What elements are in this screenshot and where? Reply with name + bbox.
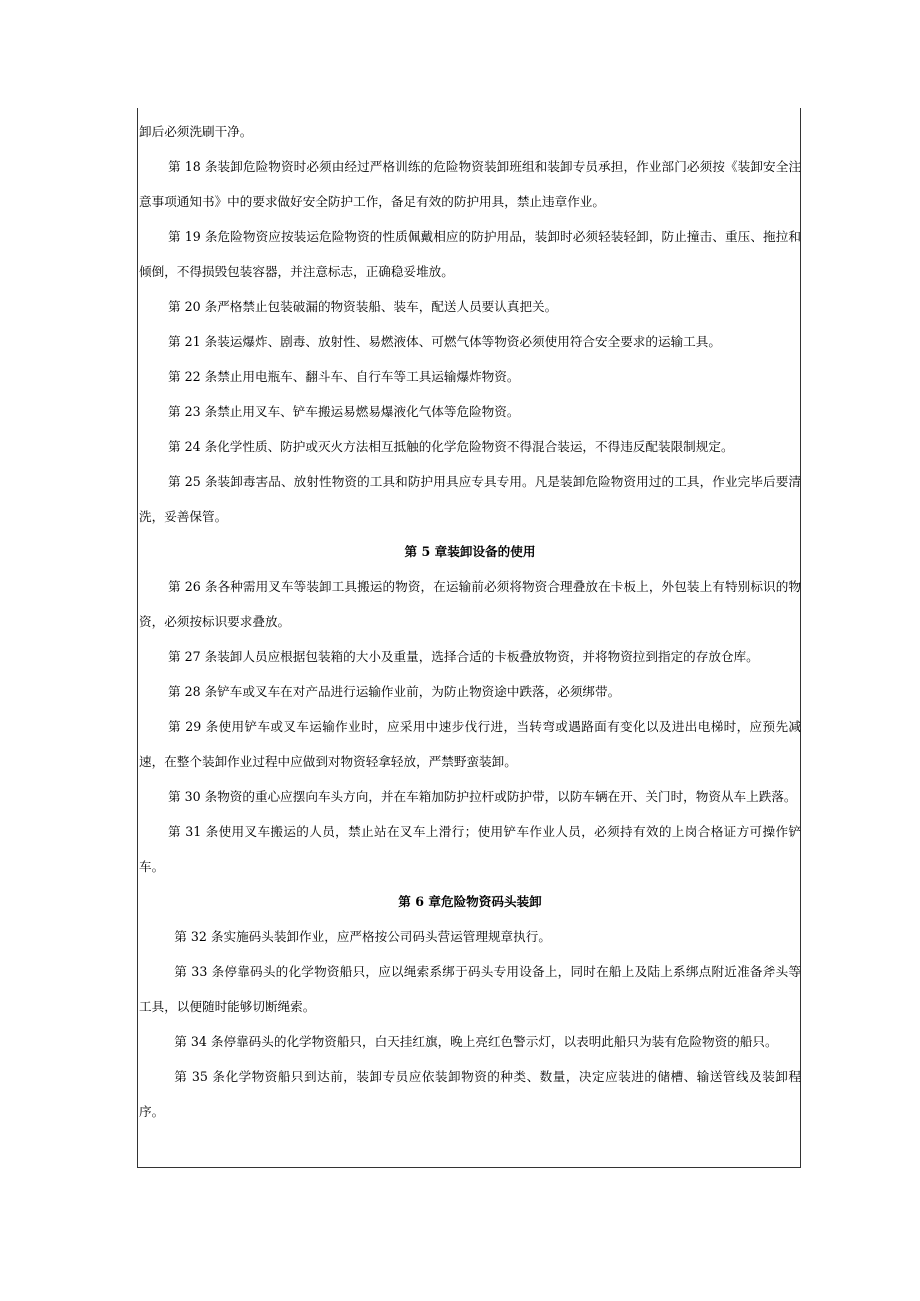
article-21: 第 21 条装运爆炸、剧毒、放射性、易燃液体、可燃气体等物资必须使用符合安全要求的运输工具。	[167, 334, 721, 349]
article-33: 第 33 条停靠码头的化学物资船只，应以绳索系绑于码头专用设备上，同时在船上及陆上系绑点附近准备斧头等工具，以便随时能够切断绳索。	[139, 964, 801, 1014]
chapter-5-heading: 第 5 章装卸设备的使用	[404, 544, 536, 559]
article-18: 第 18 条装卸危险物资时必须由经过严格训练的危险物资装卸班组和装卸专员承担，作业部门必须按《装卸安全注意事项通知书》中的要求做好安全防护工作，备足有效的防护用具，禁止违章作业。	[139, 159, 801, 209]
document-frame	[137, 108, 801, 1168]
article-23: 第 23 条禁止用叉车、铲车搬运易燃易爆液化气体等危险物资。	[167, 404, 520, 419]
article-19: 第 19 条危险物资应按装运危险物资的性质佩戴相应的防护用品，装卸时必须轻装轻卸，防止撞击、重压、拖拉和倾倒，不得损毁包装容器，并注意标志，正确稳妥堆放。	[139, 229, 801, 279]
article-28: 第 28 条铲车或叉车在对产品进行运输作业前，为防止物资途中跌落，必须绑带。	[167, 684, 621, 699]
article-27: 第 27 条装卸人员应根据包装箱的大小及重量，选择合适的卡板叠放物资，并将物资拉到指定的存放仓库。	[167, 649, 759, 664]
article-26: 第 26 条各种需用叉车等装卸工具搬运的物资，在运输前必须将物资合理叠放在卡板上，外包装上有特别标识的物资，必须按标识要求叠放。	[139, 579, 801, 629]
article-34: 第 34 条停靠码头的化学物资船只，白天挂红旗，晚上亮红色警示灯，以表明此船只为装有危险物资的船只。	[174, 1034, 778, 1049]
paragraph-continuation: 卸后必须洗刷干净。	[139, 124, 253, 139]
document-body	[139, 114, 801, 1129]
article-31: 第 31 条使用叉车搬运的人员，禁止站在叉车上滑行；使用铲车作业人员，必须持有效的上岗合格证方可操作铲车。	[139, 824, 801, 874]
article-25: 第 25 条装卸毒害品、放射性物资的工具和防护用具应专具专用。凡是装卸危险物资用过的工具，作业完毕后要清洗，妥善保管。	[139, 474, 801, 524]
article-22: 第 22 条禁止用电瓶车、翻斗车、自行车等工具运输爆炸物资。	[167, 369, 520, 384]
chapter-6-heading: 第 6 章危险物资码头装卸	[398, 894, 542, 909]
article-24: 第 24 条化学性质、防护或灭火方法相互抵触的化学危险物资不得混合装运，不得违反配装限制规定。	[167, 439, 734, 454]
article-32: 第 32 条实施码头装卸作业，应严格按公司码头营运管理规章执行。	[174, 929, 551, 944]
article-20: 第 20 条严格禁止包装破漏的物资装船、装车，配送人员要认真把关。	[167, 299, 558, 314]
article-29: 第 29 条使用铲车或叉车运输作业时，应采用中速步伐行进，当转弯或遇路面有变化以及进出电梯时，应预先减速，在整个装卸作业过程中应做到对物资轻拿轻放，严禁野蛮装卸。	[139, 719, 801, 769]
article-35: 第 35 条化学物资船只到达前，装卸专员应依装卸物资的种类、数量，决定应装进的储槽、输送管线及装卸程序。	[139, 1069, 801, 1119]
article-30: 第 30 条物资的重心应摆向车头方向，并在车箱加防护拉杆或防护带，以防车辆在开、关门时，物资从车上跌落。	[167, 789, 797, 804]
